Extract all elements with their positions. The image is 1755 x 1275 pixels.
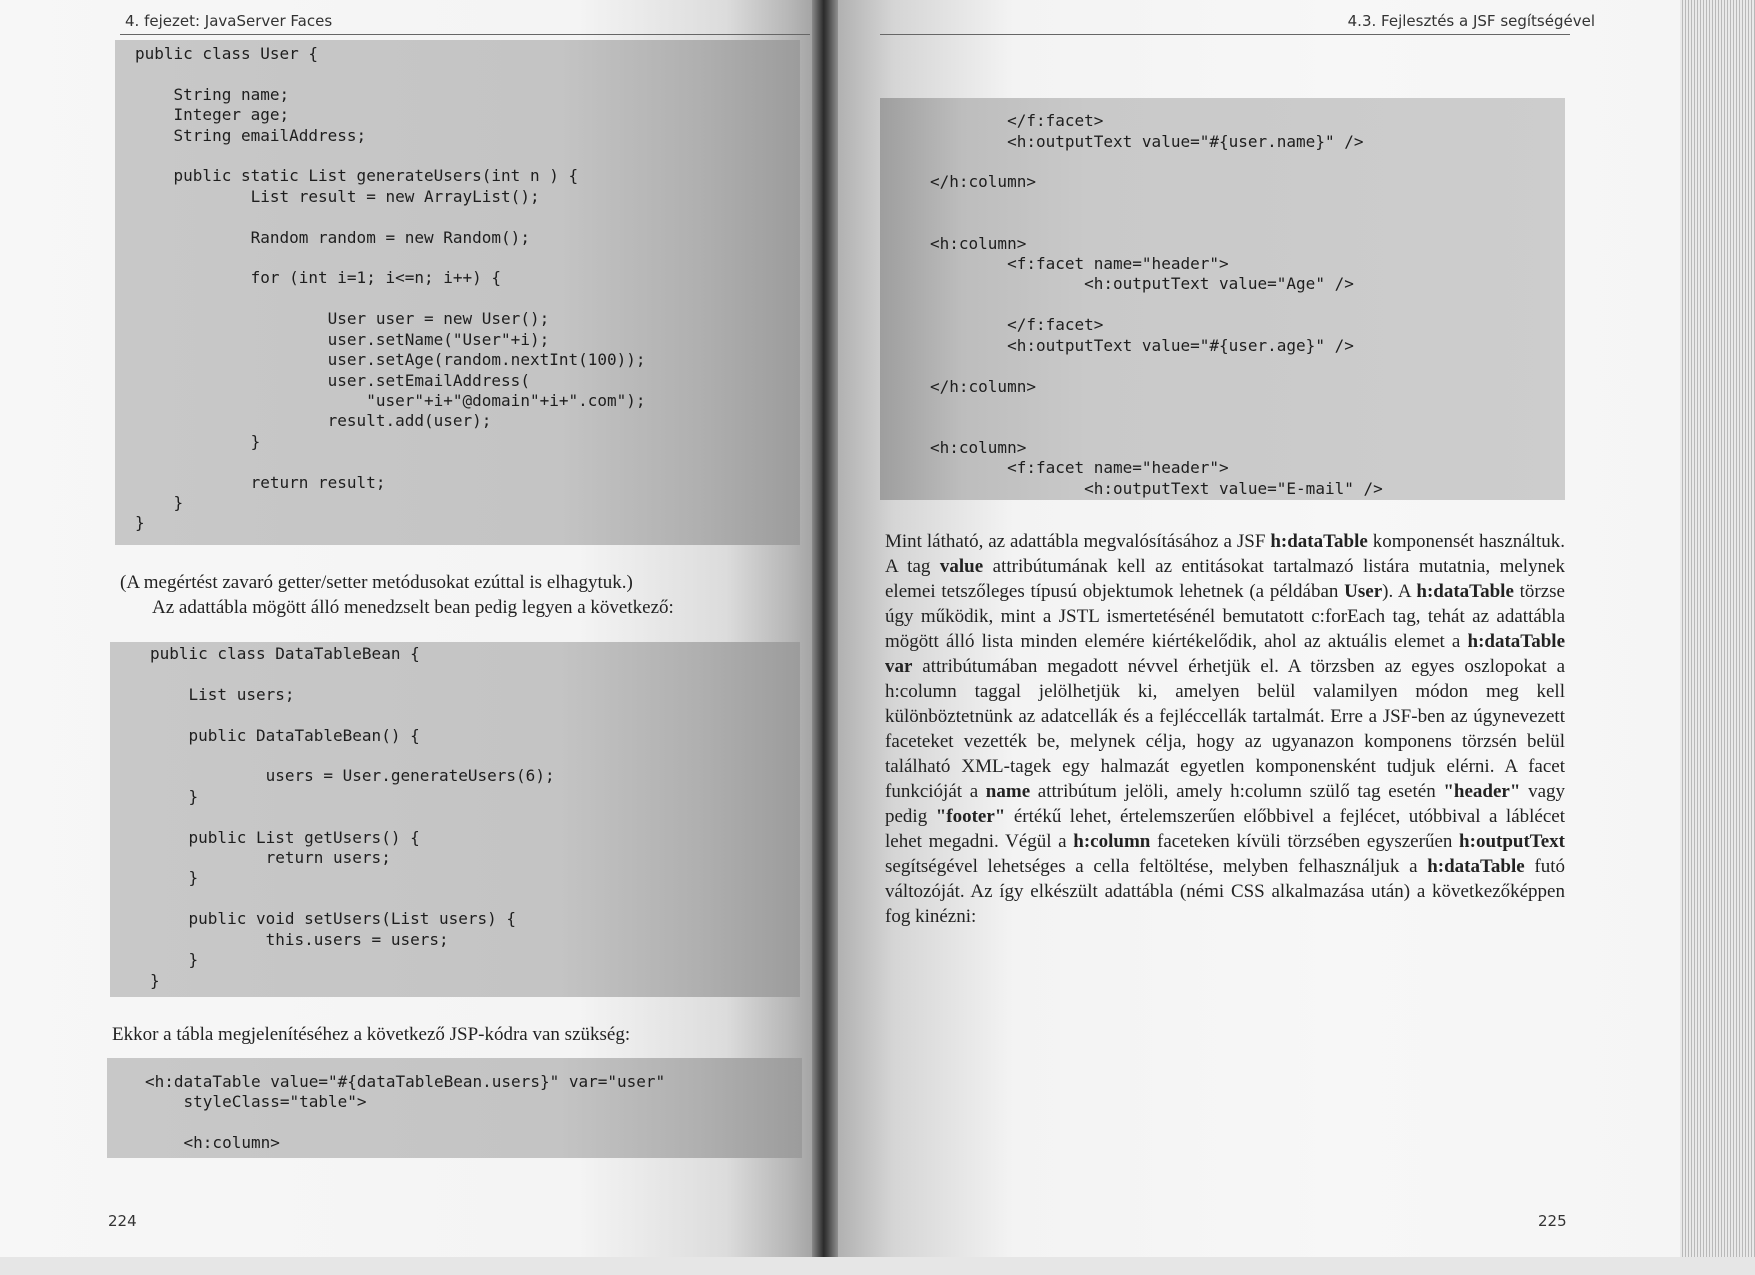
page-edges bbox=[1680, 0, 1755, 1275]
code-text-jsp-start: <h:dataTable value="#{dataTableBean.users}" var="user" styleClass="table"> <h:column> bbox=[145, 1072, 666, 1153]
text-run: Mint látható, az adattábla megvalósításához a JSF bbox=[885, 531, 1271, 552]
text-run: attribútumának kell az entitásokat tartalmazó listára mutatnia, melynek elemei tetszőleges típusú objektumok lehetnek (a példában bbox=[885, 556, 1565, 602]
term-bold: value bbox=[939, 556, 984, 577]
code-block-jsp-start bbox=[107, 1058, 802, 1158]
explanation-paragraph bbox=[885, 510, 1565, 948]
left-page bbox=[0, 0, 825, 1275]
text-run: értékű lehet, értelemszerűen előbbivel a fejlécet, utóbbival a láblécet lehet megadni. Végül a bbox=[885, 806, 1565, 852]
code-block-bean-class bbox=[110, 642, 800, 997]
left-paragraphs bbox=[120, 570, 760, 620]
running-head-chapter: 4. fejezet: JavaServer Faces bbox=[125, 12, 333, 30]
term-bold: h:dataTable bbox=[1427, 856, 1525, 877]
paragraph-getter-setter-note: (A megértést zavaró getter/setter metódusokat ezúttal is elhagytuk.) bbox=[120, 572, 633, 593]
running-head-section: 4.3. Fejlesztés a JSF segítségével bbox=[1347, 12, 1595, 30]
text-run: futó változóját. Az így elkészült adattábla (némi CSS alkalmazása után) a következőképpen fog kinézni: bbox=[885, 856, 1565, 927]
page-number-left: 224 bbox=[108, 1212, 137, 1230]
text-run: ). A bbox=[1382, 581, 1417, 602]
term-bold: name bbox=[985, 781, 1031, 802]
header-rule bbox=[120, 34, 810, 35]
code-block-user-class bbox=[115, 40, 800, 545]
term-bold: h:column bbox=[1073, 831, 1151, 852]
term-bold: h:dataTable bbox=[1270, 531, 1368, 552]
term-bold: h:outputText bbox=[1459, 831, 1565, 852]
text-run: vagy pedig bbox=[885, 781, 1566, 827]
code-text-jsp-continued: </f:facet> <h:outputText value="#{user.name}" /> </h:column> <h:column> <f:facet name="header"> <h:outputText value="Age" /> </f:facet> <h:outputText value="#{user.age}" /> </h:column> <h:column> <f:facet name="header"> <h:outputText value="E-mail" /> bbox=[930, 111, 1383, 498]
term-bold: "header" bbox=[1443, 781, 1521, 802]
code-text-user-class: public class User { String name; Integer age; String emailAddress; public static List generateUsers(int n ) { List result = new ArrayList(); Random random = new Random(); for (int i=1; i<=n; i++) { User user = new User(); user.setName("User"+i); user.setAge(random.nextInt(100)); user.setEmailAddress( "user"+i+"@domain"+i+".com"); result.add(user); } return result; } } bbox=[135, 44, 646, 533]
text-run: komponensét használtuk. A tag bbox=[885, 531, 1565, 577]
paragraph-jsp-intro: Ekkor a tábla megjelenítéséhez a következő JSP-kódra van szükség: bbox=[112, 1024, 631, 1045]
term-bold: h:dataTable bbox=[1416, 581, 1514, 602]
term-bold: h:dataTable var bbox=[885, 631, 1565, 677]
text-run: törzse úgy működik, mint a JSTL ismertetésénél bemutatott c:forEach tag, tehát az adattábla mögött álló lista minden elemére kiértékelődik, ahol az aktuális elemet a bbox=[885, 581, 1565, 652]
text-run: attribútum jelöli, amely h:column szülő tag esetén bbox=[1030, 781, 1444, 802]
code-block-jsp-continued bbox=[880, 98, 1565, 500]
text-run: faceteken kívüli törzsében egyszerűen bbox=[1150, 831, 1460, 852]
paragraph-bean-intro: Az adattábla mögött álló menedzselt bean pedig legyen a következő: bbox=[152, 597, 674, 618]
book-gutter bbox=[812, 0, 838, 1275]
text-run: attribútumában megadott névvel érhetjük el. A törzsben az egyes oszlopokat a h:column taggal jelölhetjük ki, amelyen belül valamilyen módon meg kell különböztetnünk az adatcellák és a fejléccellák tartalmát. Erre a JSF-ben az úgynevezett faceteket vezették be, melynek célja, hogy az ugyanazon komponens törzsén belül található XML-tagek egy halmazát egyetlen komponensként tudjuk elérni. A facet funkcióját a bbox=[885, 656, 1565, 802]
term-bold: User bbox=[1344, 581, 1383, 602]
page-number-right: 225 bbox=[1538, 1212, 1567, 1230]
header-rule bbox=[880, 34, 1570, 35]
code-text-bean-class: public class DataTableBean { List users; public DataTableBean() { users = User.generateUsers(6); } public List getUsers() { return users; } public void setUsers(List users) { this.users = users; } } bbox=[150, 644, 555, 990]
text-run: segítségével lehetséges a cella feltöltése, melyben felhasználjuk a bbox=[885, 856, 1428, 877]
explanation-text bbox=[885, 529, 1565, 929]
term-bold: "footer" bbox=[935, 806, 1006, 827]
right-page bbox=[825, 0, 1680, 1275]
scan-bottom-edge bbox=[0, 1257, 1755, 1275]
